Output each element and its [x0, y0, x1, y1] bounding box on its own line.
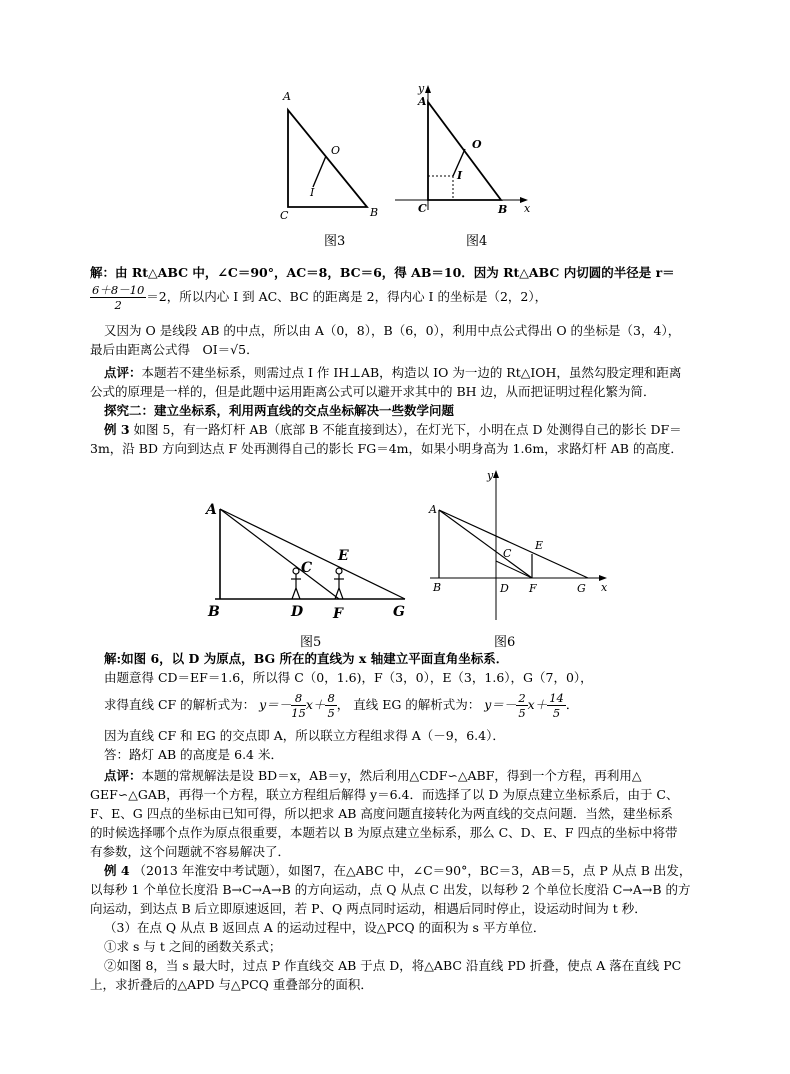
fig3-label-A: A	[283, 90, 291, 103]
fig6-label-x: x	[601, 581, 608, 594]
ex4-label: 例 4	[104, 863, 130, 878]
comment1-label: 点评：	[104, 365, 142, 380]
comment3-line1	[104, 767, 734, 785]
comment3-line4: 的时候选择哪个点作为原点很重要，本题若以 B 为原点建立坐标系，那么 C、D、E、F 四点的坐标中将带	[90, 825, 678, 840]
figure-4-drawing	[390, 80, 540, 220]
ex4-line3: 向运动，到达点 B 后立即原速返回，若 P、Q 两点同时运动，相遇后同时停止，设运动时间为 t 秒．	[90, 901, 647, 916]
fig5-label-D: D	[291, 604, 304, 620]
sol1-line4: 最后由距离公式得 OI＝√5．	[90, 342, 259, 357]
comment1-line2: 公式的原理是一样的，但是此题中运用距离公式可以避开求其中的 BH 边，从而把证明过程化繁为简．	[90, 384, 656, 399]
ex3-line1	[104, 421, 734, 439]
fig5-label-G: G	[393, 604, 405, 620]
comment3-line5: 有参数，这个问题就不容易解决了．	[90, 844, 291, 859]
sol3-line3	[104, 690, 734, 720]
cf-frac1-den: 15	[291, 706, 306, 720]
figure-6	[425, 465, 615, 625]
fig6-label-A: A	[429, 503, 437, 516]
figure-6-caption: 图6	[494, 635, 516, 650]
fig4-label-C: C	[418, 202, 427, 215]
figure-3	[270, 88, 390, 228]
figure-4-caption: 图4	[466, 234, 488, 249]
figure-3-caption: 图3	[324, 234, 346, 249]
fig5-label-E: E	[338, 548, 349, 564]
figure-5-caption: 图5	[300, 635, 322, 650]
sol1-frac-num: 6＋8－10	[92, 283, 145, 297]
sol3-line5: 答：路灯 AB 的高度是 6.4 米．	[104, 747, 283, 762]
sol1-fraction	[90, 283, 146, 312]
figure-4	[390, 80, 540, 220]
ex3-line1-text: 如图 5，有一路灯杆 AB（底部 B 不能直接到达），在灯光下，小明在点 D 处测得自己的影长 DF＝	[133, 422, 682, 437]
fig6-label-G: G	[577, 582, 586, 595]
comment3-line3: F、E、G 四点的坐标由已知可得，所以把求 AB 高度问题直接转化为两直线的交点问题．当然，建坐标系	[90, 806, 673, 821]
ex4-line4: （3）在点 Q 从点 B 返回点 A 的运动过程中，设△PCQ 的面积为 s 平方单位．	[104, 920, 546, 935]
cf-frac2-num: 8	[327, 691, 335, 705]
sol3-line4: 因为直线 CF 和 EG 的交点即 A，所以联立方程组求得 A（－9，6.4）．	[104, 728, 505, 743]
cf-eq-y: y＝－	[259, 697, 292, 712]
sol1-line2	[90, 283, 720, 312]
fig6-label-B: B	[433, 581, 442, 594]
sol3-line3-a: 求得直线 CF 的解析式为：	[104, 697, 256, 712]
sol1-line2-text: ＝2，所以内心 I 到 AC、BC 的距离是 2，得内心 I 的坐标是（2，2），	[146, 289, 548, 304]
comment3-line2: GEF∽△GAB，再得一个方程，联立方程组后解得 y＝6.4．而选择了以 D 为原点建立坐标系后，由于 C、	[90, 787, 679, 802]
fig6-label-E: E	[535, 539, 544, 552]
ex4-line6: ②如图 8，当 s 最大时，过点 P 作直线交 AB 于点 D，将△ABC 沿直线 PD 折叠，使点 A 落在直线 PC	[104, 958, 682, 973]
fig3-label-B: B	[370, 206, 379, 219]
ex3-line2: 3m，沿 BD 方向到达点 F 处再测得自己的影长 FG＝4m，如果小明身高为 1.6m，求路灯杆 AB 的高度．	[90, 441, 683, 456]
fig5-label-B: B	[208, 604, 220, 620]
comment1-line1-text: 本题若不建坐标系，则需过点 I 作 IH⊥AB，构造以 IO 为一边的 Rt△IOH，虽然勾股定理和距离	[141, 365, 682, 380]
sol3-line3-b: ， 直线 EG 的解析式为：	[336, 697, 481, 712]
fig6-label-F: F	[529, 582, 537, 595]
eg-frac1-den: 5	[518, 706, 526, 720]
fig4-label-x: x	[524, 202, 531, 215]
fig4-label-B: B	[498, 203, 508, 216]
fig6-label-C: C	[503, 547, 512, 560]
ex4-line2: 以每秒 1 个单位长度沿 B→C→A→B 的方向运动，点 Q 从点 C 出发，以每秒 2 个单位长度沿 C→A→B 的方	[90, 882, 691, 897]
fig4-label-y: y	[418, 82, 425, 95]
sol3-line3-c: ．	[565, 697, 579, 712]
explore2-heading: 探究二：建立坐标系，利用两直线的交点坐标解决一些数学问题	[104, 403, 455, 418]
eg-frac2	[547, 691, 566, 720]
person-at-D	[291, 568, 301, 599]
fig3-label-O: O	[331, 144, 341, 157]
sol1-line3: 又因为 O 是线段 AB 的中点，所以由 A（0，8），B（6，0），利用中点公式得出 O 的坐标是（3，4），	[104, 323, 681, 338]
fig5-label-A: A	[206, 502, 217, 518]
eg-frac2-num: 14	[549, 691, 564, 705]
figure-3-drawing	[270, 88, 390, 228]
cf-frac2-den: 5	[327, 706, 335, 720]
sol1-frac-den: 2	[114, 298, 122, 312]
eg-eq-y: y＝－	[484, 697, 517, 712]
person-at-F	[334, 568, 344, 599]
sol3-line1-text: 解:如图 6，以 D 为原点，BG 所在的直线为 x 轴建立平面直角坐标系．	[104, 651, 509, 666]
sol1-line1-text: 解：由 Rt△ABC 中，∠C＝90°，AC＝8，BC＝6，得 AB＝10．因为 Rt△ABC 内切圆的半径是 r＝	[90, 265, 675, 280]
eg-frac1-num: 2	[518, 691, 526, 705]
fig4-label-A: A	[418, 95, 427, 108]
cf-frac1	[291, 691, 306, 720]
fig3-label-I: I	[310, 186, 315, 199]
ex4-line1-text: （2013 年淮安中考试题），如图7，在△ABC 中，∠C＝90°，BC＝3，AB＝5，点 P 从点 B 出发，	[133, 863, 692, 878]
fig5-label-C: C	[301, 560, 313, 576]
ex4-line1	[104, 862, 734, 880]
sol3-line2: 由题意得 CD＝EF＝1.6，所以得 C（0，1.6)，F（3，0），E（3，1.6），G（7，0），	[104, 670, 593, 685]
figure-5	[200, 495, 420, 625]
comment3-label: 点评：	[104, 768, 142, 783]
eg-frac2-den: 5	[552, 706, 561, 720]
sol3-line1	[104, 650, 734, 668]
fig3-label-C: C	[280, 209, 289, 222]
eg-eq-mid: x＋	[527, 697, 548, 712]
eg-frac1	[516, 691, 527, 720]
fig4-label-I: I	[457, 169, 463, 182]
fig4-label-O: O	[472, 138, 482, 151]
comment1-line1	[104, 364, 734, 382]
ex4-line5: ①求 s 与 t 之间的函数关系式；	[104, 939, 282, 954]
cf-eq-mid: x＋	[305, 697, 326, 712]
cf-frac2	[325, 691, 336, 720]
ex3-label: 例 3	[104, 422, 130, 437]
fig6-label-D: D	[500, 582, 509, 595]
fig6-label-y: y	[487, 469, 494, 482]
cf-frac1-num: 8	[291, 691, 306, 706]
fig5-label-F: F	[333, 606, 343, 622]
figure-5-drawing	[200, 495, 420, 625]
figure-6-drawing	[425, 465, 615, 625]
ex4-line7: 上，求折叠后的△APD 与△PCQ 重叠部分的面积．	[90, 977, 373, 992]
sol1-line1	[90, 264, 720, 282]
comment3-line1-text: 本题的常规解法是设 BD＝x，AB＝y，然后利用△CDF∽△ABF，得到一个方程，再利用△	[141, 768, 642, 783]
